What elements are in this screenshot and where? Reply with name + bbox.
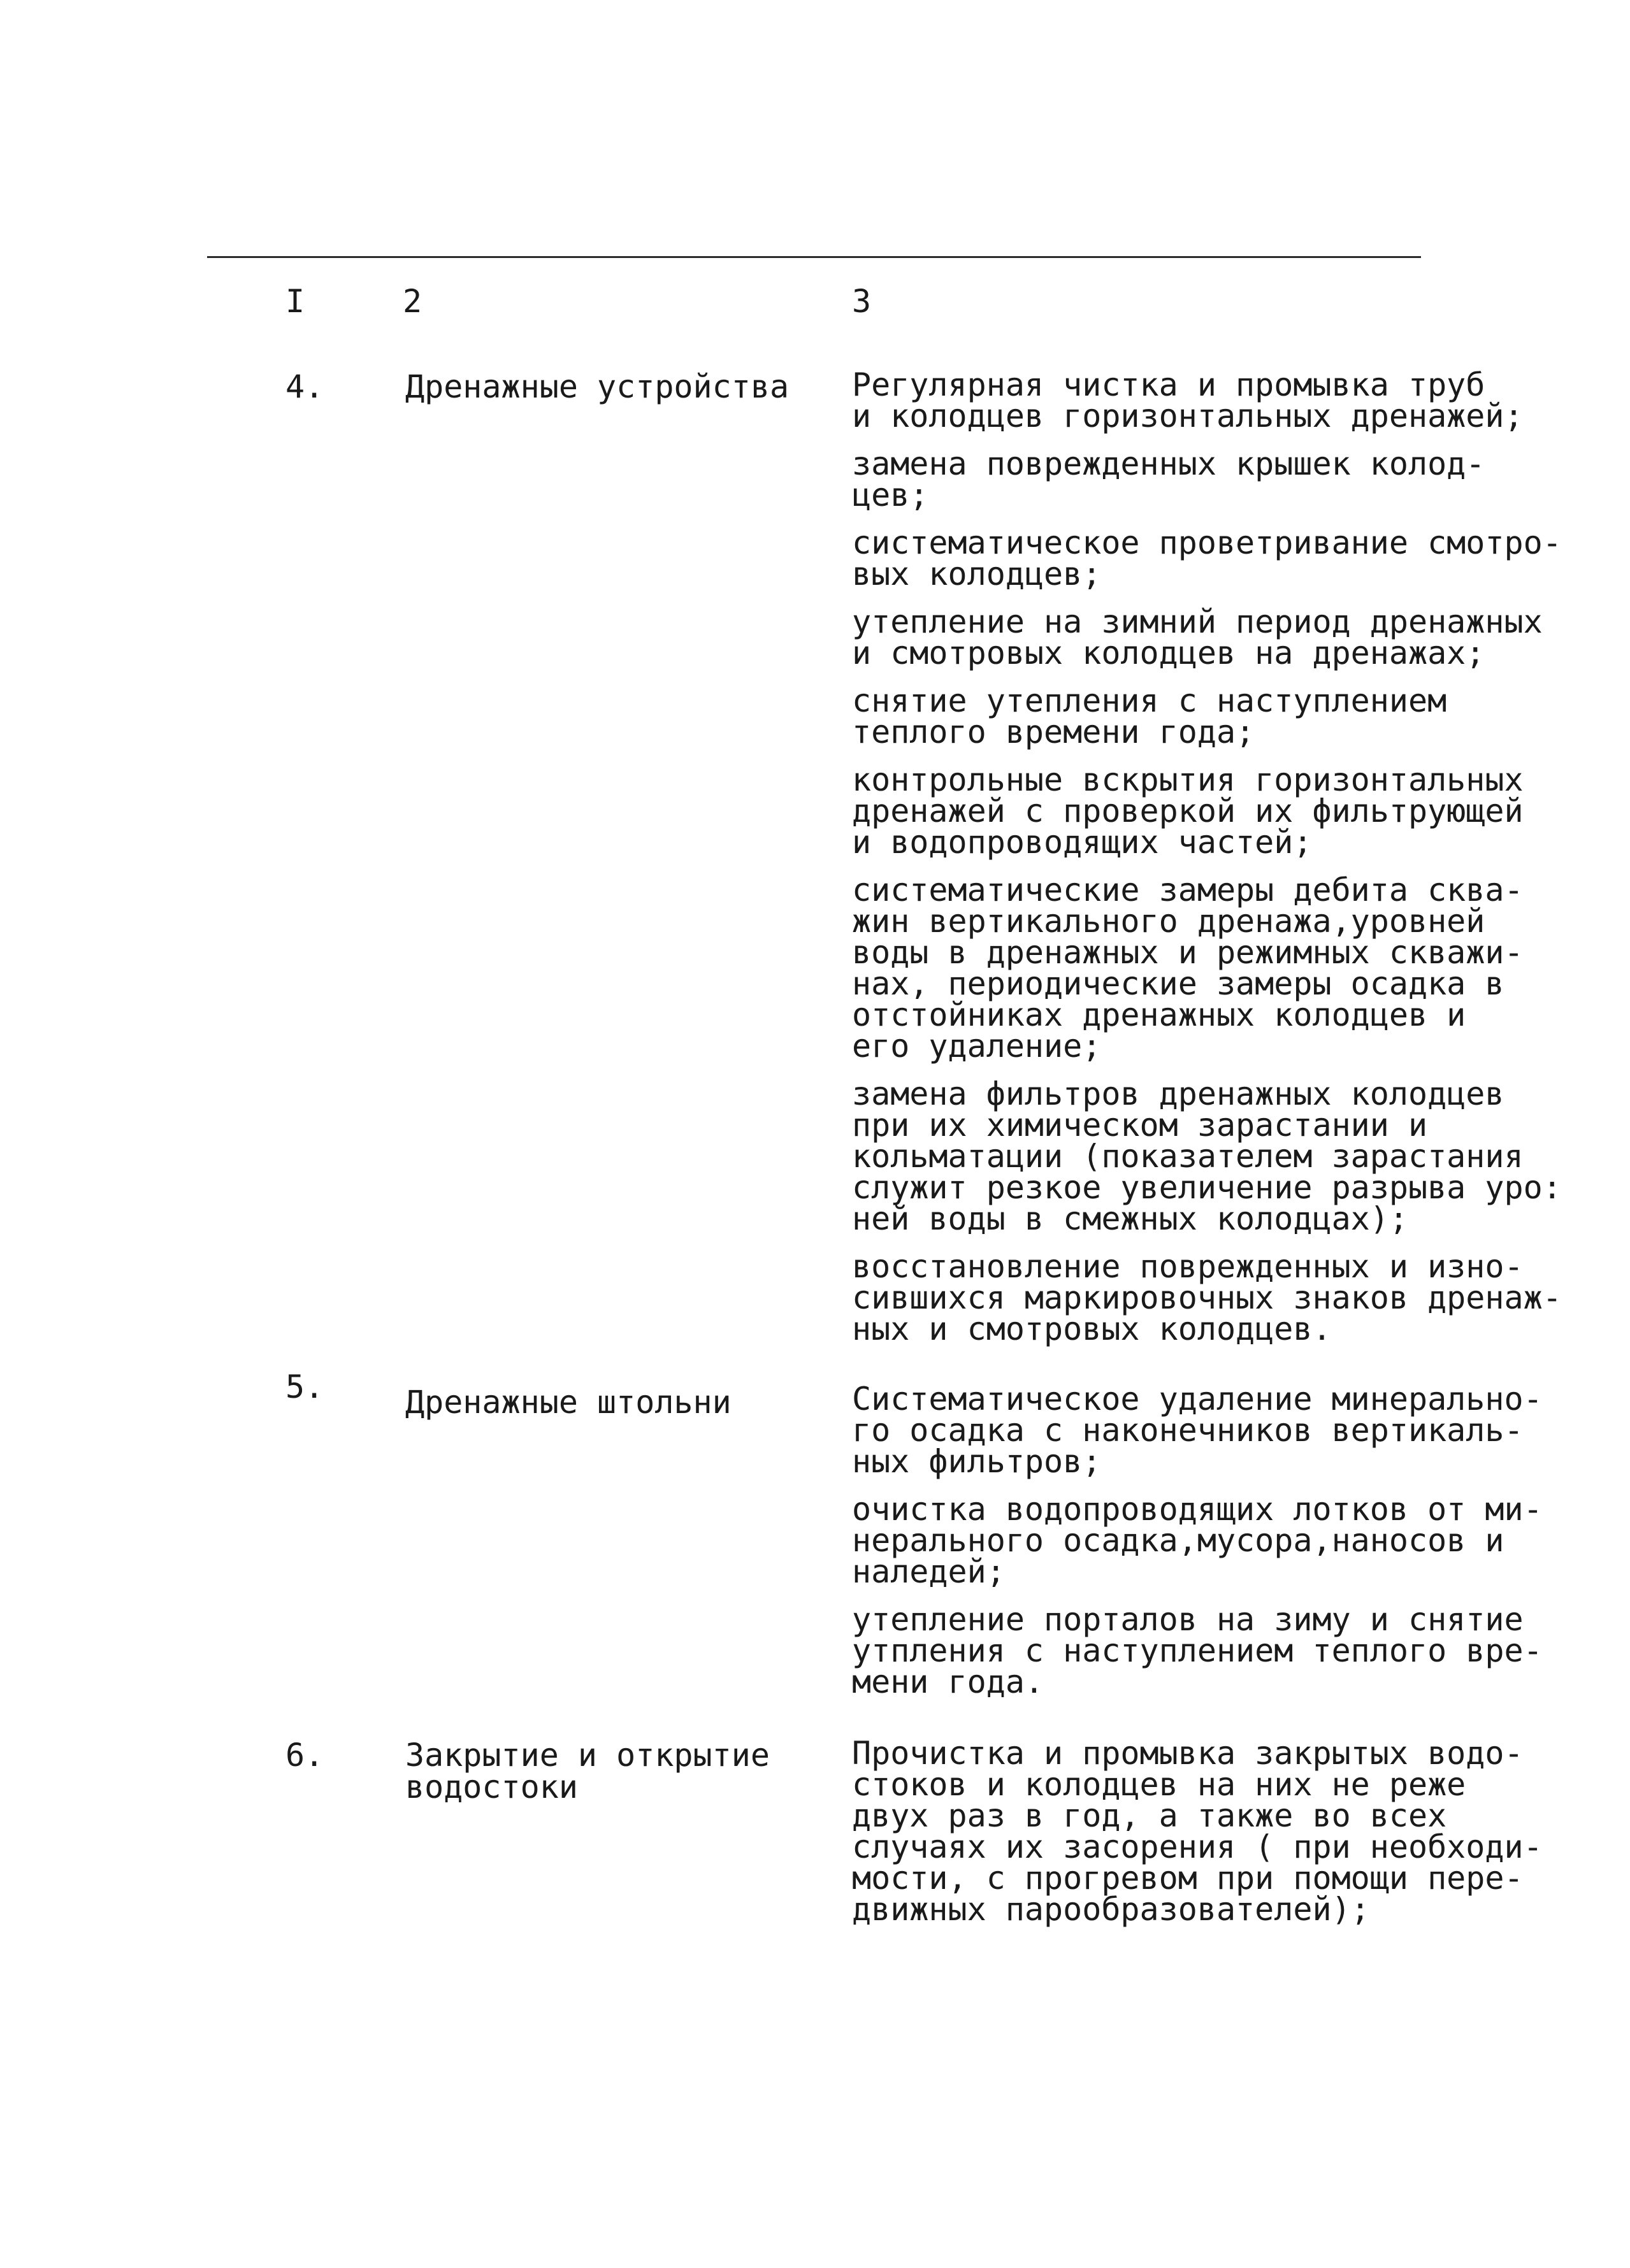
table-top-rule	[207, 256, 1421, 258]
row-number: 6.	[285, 1737, 324, 1774]
task-item: утепление порталов на зиму и снятие утпления с наступлением теплого вре- мени года.	[852, 1601, 1543, 1700]
row-task-list	[852, 366, 1566, 1361]
row-number: 4.	[285, 368, 324, 405]
column-header-2: 2	[403, 283, 423, 320]
task-item: Систематическое удаление минерально- го осадка с наконечников вертикаль- ных фильтров;	[852, 1381, 1543, 1480]
row-number: 5.	[285, 1368, 324, 1405]
column-header-3: 3	[852, 283, 872, 320]
task-item: восстановление поврежденных и изно- сившихся маркировочных знаков дренаж- ных и смотровых колодцев.	[852, 1248, 1562, 1347]
row-name: Закрытие и открытие водостоки	[405, 1737, 770, 1805]
task-item: систематические замеры дебита сква- жин вертикального дренажа,уровней воды в дренажных и режимных скважи- нах, периодические замеры осадка в отстойниках дренажных колодцев и его удаление;	[852, 872, 1524, 1065]
row-task-list	[852, 1735, 1566, 1942]
task-item: утепление на зимний период дренажных и смотровых колодцев на дренажах;	[852, 603, 1543, 671]
task-item: Прочистка и промывка закрытых водо- стоков и колодцев на них не реже двух раз в год, а также во всех случаях их засорения ( при необходи- мости, с прогревом при помощи пере- движных парообразователей);	[852, 1735, 1543, 1928]
task-item: замена фильтров дренажных колодцев при их химическом зарастании и кольматации (показателем зарастания служит резкое увеличение разрыва уро: ней воды в смежных колодцах);	[852, 1075, 1562, 1237]
task-item: замена поврежденных крышек колод- цев;	[852, 445, 1485, 513]
column-header-1: I	[285, 283, 306, 320]
row-task-list	[852, 1381, 1566, 1714]
task-item: систематическое проветривание смотро- вых колодцев;	[852, 524, 1562, 592]
task-item: контрольные вскрытия горизонтальных дренажей с проверкой их фильтрующей и водопроводящих частей;	[852, 761, 1524, 861]
row-name: Дренажные штольни	[405, 1384, 732, 1421]
task-item: очистка водопроводящих лотков от ми- нерального осадка,мусора,наносов и наледей;	[852, 1491, 1543, 1590]
row-name: Дренажные устройства	[405, 368, 790, 405]
task-item: Регулярная чистка и промывка труб и колодцев горизонтальных дренажей;	[852, 366, 1524, 434]
task-item: снятие утепления с наступлением теплого времени года;	[852, 682, 1447, 750]
